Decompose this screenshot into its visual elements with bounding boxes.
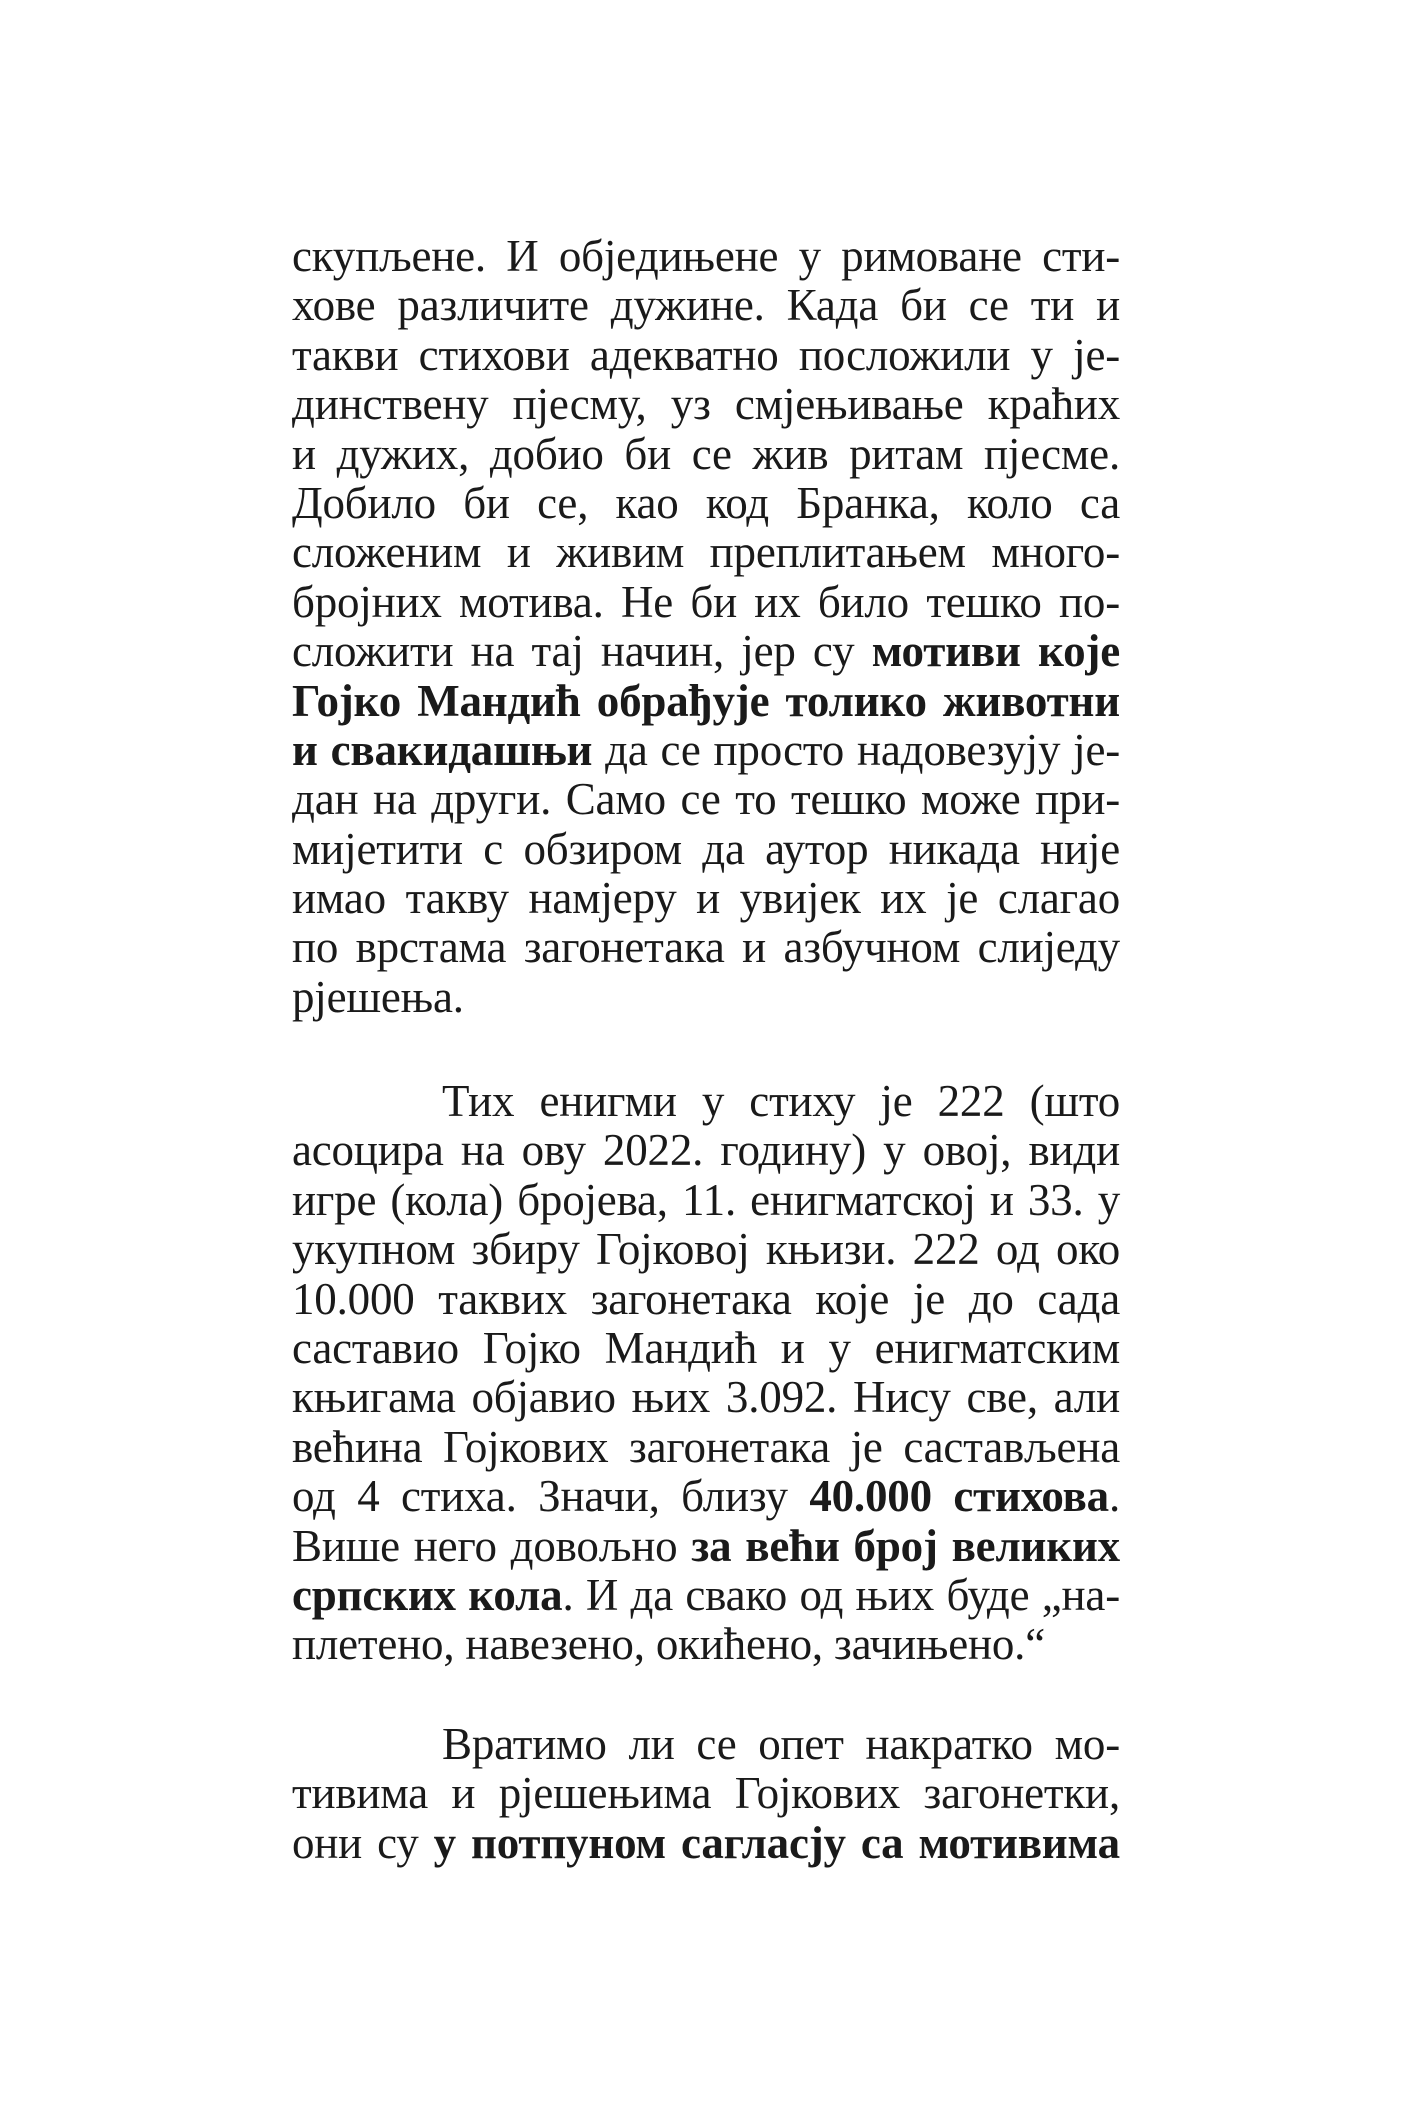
text-run: саставио Гојко Мандић и у енигматским	[292, 1322, 1120, 1373]
bold-text: за већи број великих	[691, 1520, 1120, 1571]
text-run: дан на други. Само се то тешко може при-	[292, 774, 1120, 825]
bold-text: мотиви које	[871, 626, 1120, 677]
text-run: динствену пјесму, уз смјењивање краћих	[292, 379, 1120, 430]
text-line	[292, 528, 1120, 577]
text-run: рјешења.	[292, 971, 464, 1022]
text-run: асоцира на ову 2022. годину) у овој, види	[292, 1125, 1120, 1176]
text-run: они су	[292, 1817, 434, 1868]
text-line	[292, 1225, 1120, 1274]
bold-text: Гојко Мандић обрађује толико животни	[292, 675, 1120, 726]
text-line	[292, 1620, 1120, 1669]
text-line	[292, 578, 1120, 627]
text-line	[292, 1522, 1120, 1571]
text-run: Вратимо ли се опет накратко мо-	[442, 1719, 1120, 1769]
text-run: мијетити с обзиром да аутор никада није	[292, 823, 1120, 874]
text-line	[292, 1275, 1120, 1324]
text-run: скупљене. И објeдињене у римоване сти-	[292, 231, 1120, 281]
text-line	[292, 380, 1120, 429]
text-line	[292, 1176, 1120, 1225]
text-line	[292, 232, 1120, 281]
text-line	[292, 1720, 1120, 1769]
text-run: сложеним и живим преплитањем много-	[292, 527, 1120, 578]
text-line	[292, 1769, 1120, 1818]
text-line	[292, 1126, 1120, 1175]
bold-text: 40.000 стихова	[809, 1471, 1109, 1522]
text-line	[292, 1077, 1120, 1126]
text-run: такви стихови адекватно посложили у је-	[292, 329, 1120, 380]
paragraph-3	[292, 1720, 1120, 1868]
text-run: .	[1108, 1471, 1120, 1522]
text-run: имао такву намјеру и увијек их је слагао	[292, 873, 1120, 924]
text-line	[292, 973, 1120, 1022]
text-run: и дужих, добио би се жив ритам пјесме.	[292, 428, 1120, 479]
text-line	[292, 775, 1120, 824]
text-run: . И да свако од њих буде „на-	[562, 1569, 1120, 1620]
text-line	[292, 627, 1120, 676]
text-run: Више него довољно	[292, 1520, 692, 1571]
text-run: плетено, навезено, окићено, зачињено.“	[292, 1619, 1046, 1670]
bold-text: у потпуном сагласју са мотивима	[433, 1817, 1120, 1868]
text-line	[292, 825, 1120, 874]
text-line	[292, 1423, 1120, 1472]
bold-text: и свакидашњи	[292, 724, 593, 775]
paragraph-1	[292, 232, 1120, 1022]
text-run: да се просто надовезују је-	[592, 724, 1121, 775]
text-line	[292, 726, 1120, 775]
text-run: по врстама загонетака и азбучном слиједу	[292, 922, 1120, 973]
bold-text: српских кола	[292, 1569, 563, 1620]
text-run: сложити на тај начин, јер су	[292, 626, 872, 677]
text-line	[292, 331, 1120, 380]
text-line	[292, 1819, 1120, 1868]
text-line	[292, 479, 1120, 528]
text-run: хове различите дужине. Када би се ти и	[292, 280, 1120, 331]
text-run: књигама објавио њих 3.092. Нису све, али	[292, 1372, 1120, 1423]
text-run: тивима и рјешењима Гојкових загонетки,	[292, 1768, 1120, 1819]
text-run: од 4 стиха. Значи, близу	[292, 1471, 810, 1522]
text-line	[292, 281, 1120, 330]
text-run: укупном збиру Гојковој књизи. 222 од око	[292, 1224, 1120, 1275]
paragraph-2	[292, 1077, 1120, 1670]
text-run: бројних мотива. Не би их било тешко по-	[292, 576, 1120, 627]
text-run: 10.000 таквих загонетака које је до сада	[292, 1273, 1120, 1324]
text-run: игре (кола) бројева, 11. енигматској и 33. у	[292, 1174, 1120, 1225]
text-line	[292, 1373, 1120, 1422]
text-line	[292, 1324, 1120, 1373]
text-line	[292, 430, 1120, 479]
text-line	[292, 1571, 1120, 1620]
text-run: већина Гојкових загонетака је састављена	[292, 1421, 1120, 1472]
text-run: Тих енигми у стиху је 222 (што	[442, 1076, 1120, 1126]
text-line	[292, 677, 1120, 726]
text-line	[292, 1472, 1120, 1521]
text-line	[292, 874, 1120, 923]
text-line	[292, 923, 1120, 972]
text-run: Добило би се, као код Бранка, коло са	[292, 477, 1120, 528]
